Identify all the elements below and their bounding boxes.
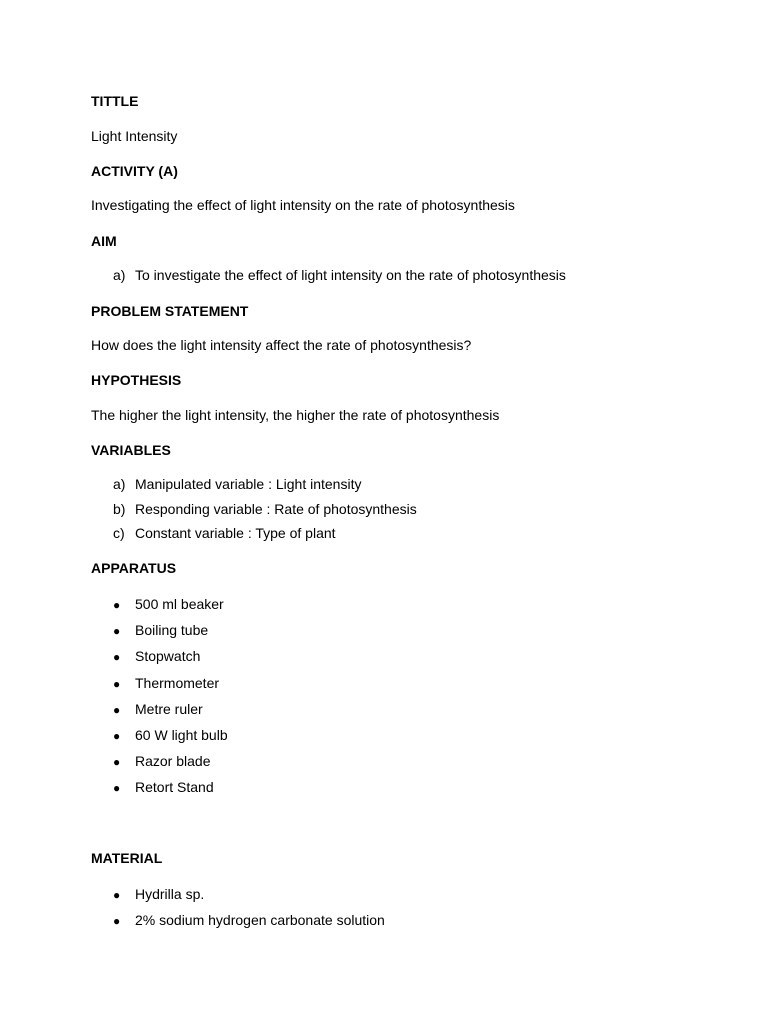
activity-heading: ACTIVITY (A) [91,163,178,179]
variable-item-constant [113,525,336,541]
variable-item-text: Manipulated variable : Light intensity [135,476,362,492]
apparatus-item-text: Metre ruler [135,701,203,717]
bullet-icon: ● [113,755,121,769]
bullet-icon: ● [113,677,121,691]
bullet-icon: ● [113,729,121,743]
material-item [113,886,204,903]
bullet-icon: ● [113,703,121,717]
bullet-icon: ● [113,781,121,795]
variable-item-responding [113,501,417,517]
hypothesis-text: The higher the light intensity, the higher the rate of photosynthesis [91,407,500,423]
list-marker: c) [113,525,125,541]
bullet-icon: ● [113,914,121,928]
list-marker: a) [113,267,126,283]
list-marker: b) [113,501,126,517]
variable-item-text: Constant variable : Type of plant [135,525,336,541]
bullet-icon: ● [113,624,121,638]
apparatus-item [113,622,208,639]
apparatus-item [113,779,214,796]
list-marker: a) [113,476,126,492]
bullet-icon: ● [113,598,121,612]
activity-text: Investigating the effect of light intensity on the rate of photosynthesis [91,197,515,213]
apparatus-item [113,701,203,718]
title-heading: TITTLE [91,93,139,109]
apparatus-item-text: 500 ml beaker [135,596,224,612]
apparatus-item [113,753,211,770]
apparatus-item-text: Boiling tube [135,622,209,638]
material-item-text: 2% sodium hydrogen carbonate solution [135,912,385,928]
aim-item-text: To investigate the effect of light intensity on the rate of photosynthesis [135,267,566,283]
material-item-text: Hydrilla sp. [135,886,205,902]
variables-heading: VARIABLES [91,442,171,458]
problem-heading: PROBLEM STATEMENT [91,303,249,319]
apparatus-item-text: Stopwatch [135,648,201,664]
apparatus-item-text: Retort Stand [135,779,214,795]
apparatus-item-text: Thermometer [135,675,220,691]
hypothesis-heading: HYPOTHESIS [91,372,182,388]
variable-item-manipulated [113,476,361,492]
apparatus-item-text: 60 W light bulb [135,727,228,743]
problem-text: How does the light intensity affect the rate of photosynthesis? [91,337,472,353]
apparatus-item [113,648,200,665]
title-text: Light Intensity [91,128,178,144]
apparatus-item [113,727,228,744]
variable-item-text: Responding variable : Rate of photosynthesis [135,501,417,517]
bullet-icon: ● [113,650,121,664]
bullet-icon: ● [113,888,121,902]
material-item [113,912,385,929]
aim-item [113,267,566,283]
apparatus-heading: APPARATUS [91,560,177,576]
apparatus-item [113,596,224,613]
aim-heading: AIM [91,233,117,249]
material-heading: MATERIAL [91,850,163,866]
apparatus-item-text: Razor blade [135,753,211,769]
apparatus-item [113,675,219,692]
